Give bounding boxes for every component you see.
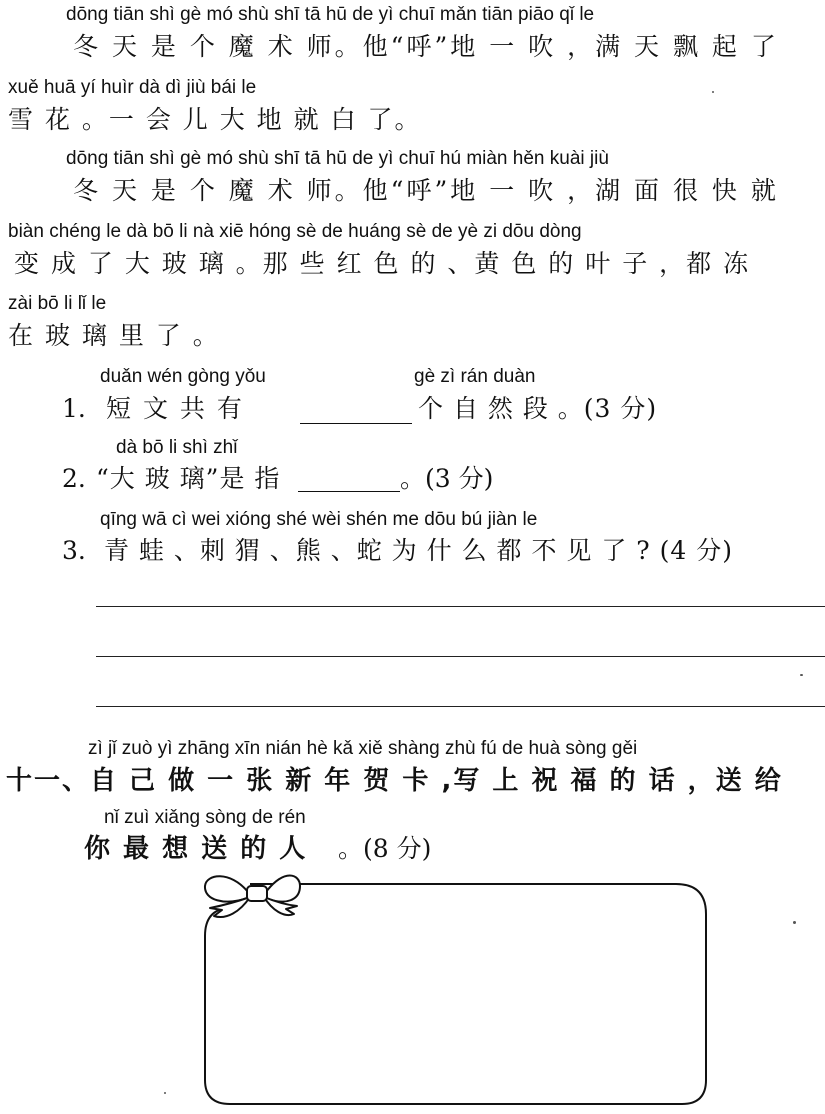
p1-text-line2: 雪 花 。一 会 儿 大 地 就 白 了。: [8, 105, 422, 134]
q2-number: 2.: [62, 464, 86, 493]
s11-heading-line1: 十一、自 己 做 一 张 新 年 贺 卡 ,写 上 祝 福 的 话 ，送 给: [6, 766, 783, 796]
q2-pinyin-a: dà bō li shì zhǐ: [116, 437, 238, 458]
q1-pinyin-b: gè zì rán duàn: [414, 366, 536, 387]
p2-pinyin-line2: biàn chéng le dà bō li nà xiē hóng sè de huáng sè de yè zi dōu dòng: [8, 221, 582, 242]
p2-pinyin-line1: dōng tiān shì gè mó shù shī tā hū de yì chuī hú miàn hěn kuài jiù: [66, 148, 609, 169]
q1-number: 1.: [62, 394, 86, 423]
scan-speck: [164, 1092, 166, 1094]
p2-text-line2: 变 成 了 大 玻 璃 。那 些 红 色 的 、黄 色 的 叶 子 ，都 冻: [14, 249, 751, 278]
s11-pinyin-line1: zì jǐ zuò yì zhāng xīn nián hè kǎ xiě shàng zhù fú de huà sòng gěi: [88, 738, 638, 759]
p2-pinyin-line3: zài bō li lǐ le: [8, 293, 107, 314]
s11-heading-line2a: 你 最 想 送 的 人: [84, 834, 308, 864]
q1-text-a: 短 文 共 有: [106, 394, 244, 423]
p2-text-line1: 冬 天 是 个 魔 术 师。他“呼”地 一 吹 ，湖 面 很 快 就: [73, 176, 779, 205]
scan-speck: [712, 91, 714, 93]
p2-text-line3: 在 玻 璃 里 了 。: [8, 321, 220, 350]
q2-text-a: “大 玻 璃”是 指: [96, 464, 281, 493]
q3-pinyin-a: qīng wā cì wei xióng shé wèi shén me dōu bú jiàn le: [100, 509, 538, 530]
p1-pinyin-line2: xuě huā yí huìr dà dì jiù bái le: [8, 77, 257, 98]
q1-text-b: 个 自 然 段 。(3 分): [418, 394, 658, 423]
scan-speck: [793, 921, 796, 924]
p1-pinyin-line1: dōng tiān shì gè mó shù shī tā hū de yì chuī mǎn tiān piāo qǐ le: [66, 4, 595, 25]
q1-pinyin-a: duǎn wén gòng yǒu: [100, 366, 266, 387]
q3-number: 3.: [62, 536, 86, 565]
s11-pinyin-line2: nǐ zuì xiǎng sòng de rén: [104, 807, 306, 828]
scan-speck: [800, 674, 803, 676]
q2-text-b: 。(3 分): [400, 464, 494, 493]
q3-text-a: 青 蛙 、刺 猬 、熊 、蛇 为 什 么 都 不 见 了 ? (4 分): [104, 536, 734, 565]
p1-text-line1: 冬 天 是 个 魔 术 师。他“呼”地 一 吹 ，满 天 飘 起 了: [73, 32, 779, 61]
s11-heading-line2b: 。(8 分): [338, 834, 432, 863]
